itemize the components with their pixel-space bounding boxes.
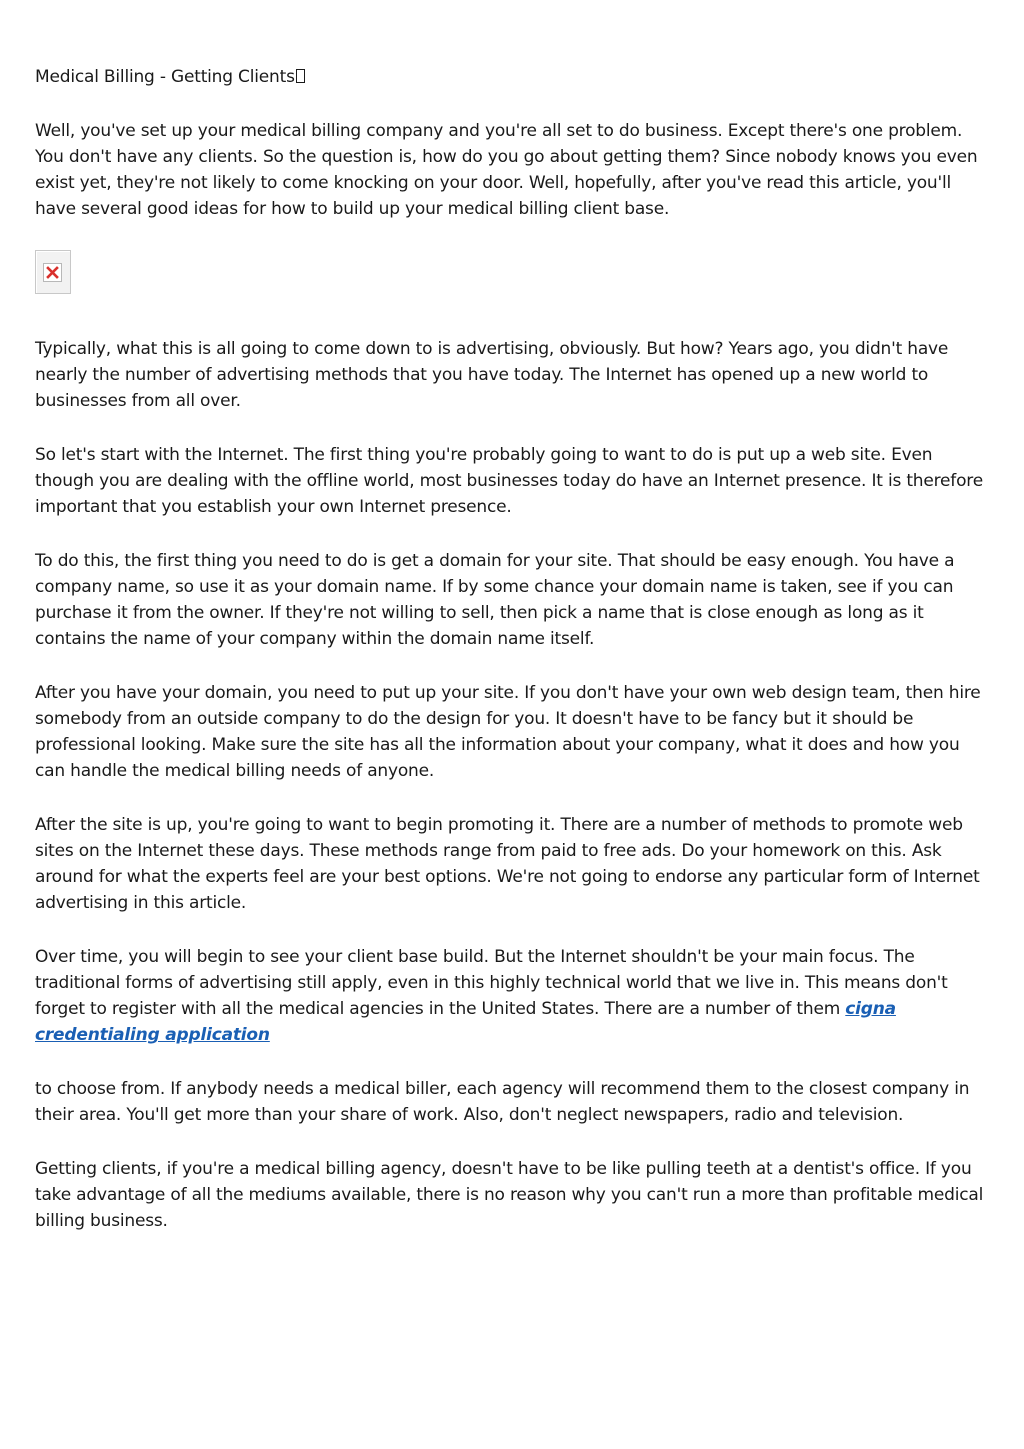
- paragraph-agencies: to choose from. If anybody needs a medical biller, each agency will recommend them to the closest company in their area. You'll get more than your share of work. Also, don't neglect newspapers, radio and television.: [35, 1079, 970, 1125]
- red-x-icon: [46, 266, 59, 279]
- article-title: [35, 64, 987, 90]
- paragraph-advertising: Typically, what this is all going to come down to is advertising, obviously. But how? Years ago, you didn't have nearly the number of advertising methods that you have today. The Internet has opened up a new world to businesses from all over.: [35, 339, 949, 411]
- cigna-credentialing-link[interactable]: cigna credentialing application: [35, 999, 896, 1045]
- intro-paragraph: Well, you've set up your medical billing company and you're all set to do business. Except there's one problem. You don't have any clients. So the question is, how do you go about getting them? Since nobody knows you even exist yet, they're not likely to come knocking on your door. Well, hopefully, after you've read this article, you'll have several good ideas for how to build up your medical billing client base.: [35, 121, 978, 219]
- missing-glyph-icon: [296, 69, 305, 83]
- broken-image-frame: [43, 263, 62, 282]
- article-title-text: Medical Billing - Getting Clients: [35, 67, 295, 87]
- paragraph-domain: To do this, the first thing you need to do is get a domain for your site. That should be easy enough. You have a company name, so use it as your domain name. If by some chance your domain name is taken, see if you can purchase it from the owner. If they're not willing to sell, then pick a name that is close enough as long as it contains the name of your company within the domain name itself.: [35, 551, 955, 649]
- broken-image-icon: [35, 250, 71, 294]
- paragraph-promotion: After the site is up, you're going to want to begin promoting it. There are a number of methods to promote web sites on the Internet these days. These methods range from paid to free ads. Do your homework on this. Ask around for what the experts feel are your best options. We're not going to endorse any particular form of Internet advertising in this article.: [35, 815, 980, 913]
- paragraph-client-base: [35, 944, 987, 1048]
- paragraph-site-design: After you have your domain, you need to put up your site. If you don't have your own web design team, then hire somebody from an outside company to do the design for you. It doesn't have to be fancy but it should be professional looking. Make sure the site has all the information about your company, what it does and how you can handle the medical billing needs of anyone.: [35, 683, 981, 781]
- article: [35, 64, 987, 1262]
- paragraph-client-base-text: Over time, you will begin to see your client base build. But the Internet shouldn't be your main focus. The traditional forms of advertising still apply, even in this highly technical world that we live in. This means don't forget to register with all the medical agencies in the United States. There are a number of them: [35, 947, 948, 1019]
- paragraph-conclusion: Getting clients, if you're a medical billing agency, doesn't have to be like pulling teeth at a dentist's office. If you take advantage of all the mediums available, there is no reason why you can't run a more than profitable medical billing business.: [35, 1159, 984, 1231]
- paragraph-internet: So let's start with the Internet. The first thing you're probably going to want to do is put up a web site. Even though you are dealing with the offline world, most businesses today do have an Internet presence. It is therefore important that you establish your own Internet presence.: [35, 445, 983, 517]
